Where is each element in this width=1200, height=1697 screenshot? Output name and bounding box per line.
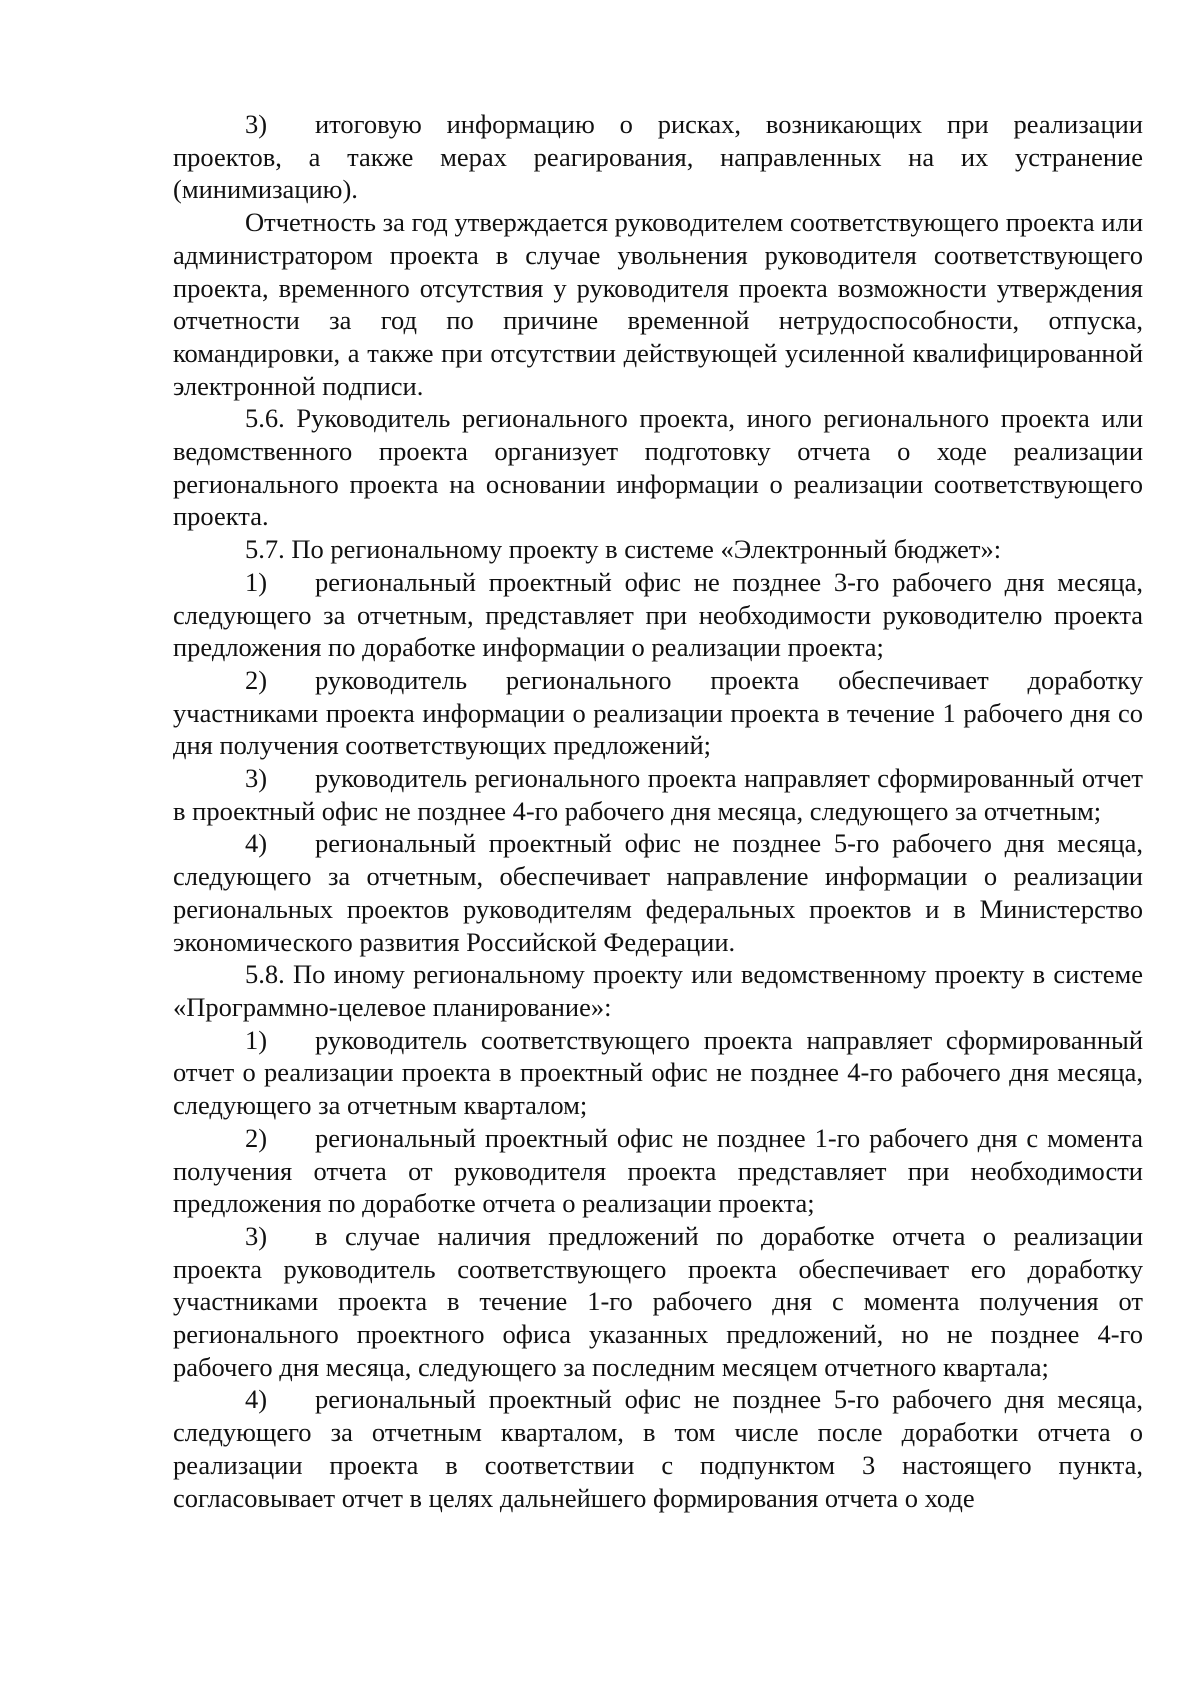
paragraph-text: Отчетность за год утверждается руководителем соответствующего проекта или администратором проекта в случае увольнения руководителя соответствующего проекта, временного отсутствия у руководителя проекта возможности утверждения отчетности за год по причине временной нетрудоспособности, отпуска, командировки, а также при отсутствии действующей усиленной квалифицированной электронной подписи. (173, 207, 1143, 401)
paragraph (173, 1383, 1143, 1514)
list-number: 2) (245, 664, 268, 695)
paragraph-text: региональный проектный офис не позднее 5-го рабочего дня месяца, следующего за отчетным, обеспечивает направление информации о реализации региональных проектов руководителям федеральных проектов и в Министерство экономического развития Российской Федерации. (173, 828, 1143, 957)
paragraph-text: региональный проектный офис не позднее 1-го рабочего дня с момента получения отчета от руководителя проекта представляет при необходимости предложения по доработке отчета о реализации проекта; (173, 1122, 1143, 1219)
list-number: 3) (245, 763, 268, 794)
paragraph (173, 958, 1143, 1023)
paragraph-text: региональный проектный офис не позднее 3-го рабочего дня месяца, следующего за отчетным, представляет при необходимости руководителю проекта предложения по доработке информации о реализации проекта; (173, 566, 1143, 663)
paragraph (173, 206, 1143, 402)
list-number: 3) (245, 1220, 268, 1251)
list-number: 1) (245, 566, 268, 597)
paragraph (173, 1220, 1143, 1384)
list-number: 4) (245, 828, 268, 859)
paragraph (173, 827, 1143, 958)
paragraph-text: в случае наличия предложений по доработке отчета о реализации проекта руководитель соответствующего проекта обеспечивает его доработку участниками проекта в течение 1-го рабочего дня с момента получения от регионального проектного офиса указанных предложений, но не позднее 4-го рабочего дня месяца, следующего за последним месяцем отчетного квартала; (173, 1220, 1143, 1382)
paragraph (173, 664, 1143, 762)
paragraph-text: 5.7. По региональному проекту в системе «Электронный бюджет»: (245, 534, 1002, 565)
paragraph-text: 5.6. Руководитель регионального проекта, иного регионального проекта или ведомственного проекта организует подготовку отчета о ходе реализации регионального проекта на основании информации о реализации соответствующего проекта. (173, 403, 1143, 532)
paragraph-text: руководитель соответствующего проекта направляет сформированный отчет о реализации проекта в проектный офис не позднее 4-го рабочего дня месяца, следующего за отчетным кварталом; (173, 1024, 1143, 1121)
list-number: 2) (245, 1122, 268, 1153)
paragraph (173, 533, 1143, 566)
list-number: 3) (245, 109, 268, 139)
paragraph (173, 1122, 1143, 1220)
paragraph (173, 566, 1143, 664)
list-number: 1) (245, 1024, 268, 1055)
list-number: 4) (245, 1384, 268, 1415)
paragraph-text: руководитель регионального проекта направляет сформированный отчет в проектный офис не позднее 4-го рабочего дня месяца, следующего за отчетным; (173, 763, 1143, 826)
paragraph-text: руководитель регионального проекта обеспечивает доработку участниками проекта информации о реализации проекта в течение 1 рабочего дня со дня получения соответствующих предложений; (173, 664, 1143, 761)
paragraph (173, 402, 1143, 533)
paragraph-text: итоговую информацию о рисках, возникающих при реализации проектов, а также мерах реагирования, направленных на их устранение (минимизацию). (173, 109, 1143, 205)
paragraph-text: региональный проектный офис не позднее 5-го рабочего дня месяца, следующего за отчетным кварталом, в том числе после доработки отчета о реализации проекта в соответствии с подпунктом 3 настоящего пункта, согласовывает отчет в целях дальнейшего формирования отчета о ходе (173, 1384, 1143, 1513)
document-page (173, 108, 1143, 1514)
paragraph-text: 5.8. По иному региональному проекту или ведомственному проекту в системе «Программно-целевое планирование»: (173, 959, 1143, 1022)
paragraph (173, 762, 1143, 827)
paragraph (173, 1024, 1143, 1122)
paragraph (173, 108, 1143, 206)
